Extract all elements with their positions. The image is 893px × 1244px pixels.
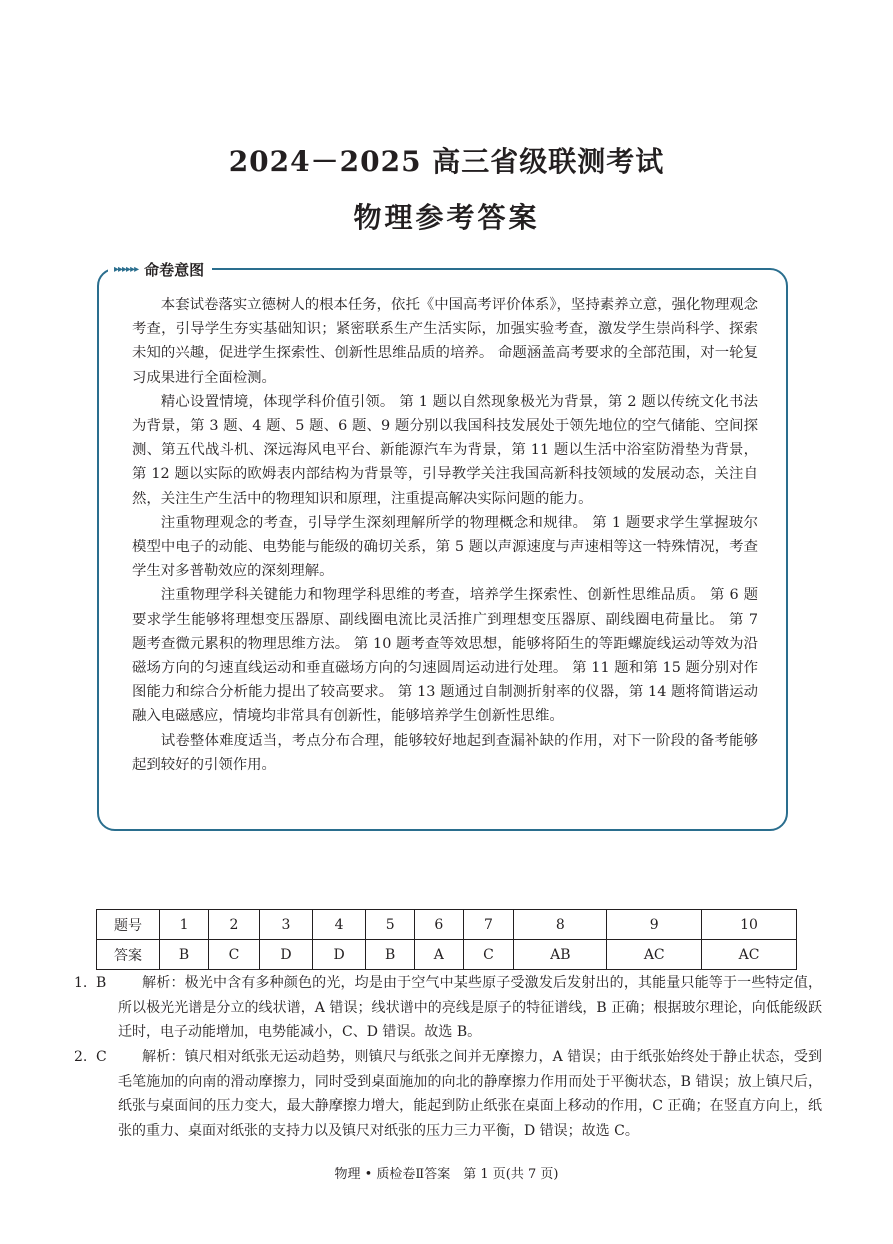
intent-paragraph: 注重物理学科关键能力和物理学科思维的考查，培养学生探索性、创新性思维品质。 第 6 题要求学生能够将理想变压器原、副线圈电流比灵活推广到理想变压器原、副线圈电荷量比。 第 7 题考查微元累积的物理思维方法。 第 10 题考查等效思想，能够将陌生的等距螺旋线运动等效为沿磁场方向的匀速直线运动和垂直磁场方向的匀速圆周运动进行处理。 第 11 题和第 15 题分别对作图能力和综合分析能力提出了较高要求。 第 13 题通过自制测折射率的仪器，第 14 题将简谐运动融入电磁感应，情境均非常具有创新性，能够培养学生创新性思维。 [132,587,758,725]
question-number-row [97,910,797,940]
answer-table [96,909,797,970]
answer-cell: AC [702,940,797,970]
question-number-cell: 3 [259,910,312,940]
question-number: 1. [74,975,88,991]
page-subtitle: 物理参考答案 [353,201,540,234]
answer-cell: C [463,940,514,970]
intent-paragraph: 注重物理观念的考查，引导学生深刻理解所学的物理概念和规律。 第 1 题要求学生掌握玻尔模型中电子的动能、电势能与能级的确切关系，第 5 题以声源速度与声速相等这一特殊情况，考查学生对多普勒效应的深刻理解。 [132,514,758,580]
intent-header [108,258,212,280]
question-number-cell: 9 [607,910,702,940]
question-number-label: 题号 [97,910,160,940]
explanation-text: 解析：极光中含有多种颜色的光，均是由于空气中某些原子受激发后发射出的，其能量只能等于一些特定值，所以极光光谱是分立的线状谱，A 错误；线状谱中的亮线是原子的特征谱线，B 正确；根据玻尔理论，向低能级跃迁时，电子动能增加，电势能减小，C、D 错误。故选 B。 [118,975,822,1040]
answer-cell: D [259,940,312,970]
intent-paragraph: 试卷整体难度适当，考点分布合理，能够较好地起到查漏补缺的作用，对下一阶段的备考能够起到较好的引领作用。 [132,732,758,773]
answer-label: 答案 [97,940,160,970]
answer-cell: AB [514,940,607,970]
explanation-1 [74,971,822,1045]
question-number-cell: 4 [313,910,366,940]
answer-cell: AC [607,940,702,970]
answer-cell: D [313,940,366,970]
intent-paragraph: 本套试卷落实立德树人的根本任务，依托《中国高考评价体系》，坚持素养立意，强化物理观念考查，引导学生夯实基础知识；紧密联系生产生活实际，加强实验考查，激发学生崇尚科学、探索未知的兴趣，促进学生探索性、创新性思维品质的培养。 命题涵盖高考要求的全部范围，对一轮复习成果进行全面检测。 [132,297,759,386]
answer-cell: C [209,940,260,970]
answer-cell: A [415,940,463,970]
arrow-dots-icon: ▸▸▸▸▸▸ [114,263,139,275]
intent-body [132,293,758,777]
answer-cell: B [366,940,415,970]
page-footer: 物理 • 质检卷Ⅱ答案 第 1 页(共 7 页) [334,1167,559,1182]
question-number-cell: 5 [366,910,415,940]
explanation-text: 解析：镇尺相对纸张无运动趋势，则镇尺与纸张之间并无摩擦力，A 错误；由于纸张始终处于静止状态，受到毛笔施加的向南的滑动摩擦力，同时受到桌面施加的向北的静摩擦力作用而处于平衡状态，B 错误；放上镇尺后，纸张与桌面间的压力变大，最大静摩擦力增大，能起到防止纸张在桌面上移动的作用，C 正确；在竖直方向上，纸张的重力、桌面对纸张的支持力以及镇尺对纸张的压力三力平衡，D 错误；故选 C。 [118,1049,822,1139]
question-number-cell: 10 [702,910,797,940]
question-number-cell: 7 [463,910,514,940]
intent-paragraph: 精心设置情境，体现学科价值引领。 第 1 题以自然现象极光为背景，第 2 题以传统文化书法为背景，第 3 题、4 题、5 题、6 题、9 题分别以我国科技发展处于领先地位的空气储能、空间探测、第五代战斗机、深远海风电平台、新能源汽车为背景，第 11 题以生活中浴室防滑垫为背景，第 12 题以实际的欧姆表内部结构为背景等，引导教学关注我国高新科技领域的发展动态，关注自然，关注生产生活中的物理知识和原理，注重提高解决实际问题的能力。 [132,393,758,507]
intent-heading: 命卷意图 [144,260,205,279]
question-number-cell: 1 [160,910,209,940]
question-number-cell: 8 [514,910,607,940]
page-title: 2024－2025 高三省级联测考试 [228,145,665,178]
answer-row [97,940,797,970]
question-number: 2. [74,1049,88,1065]
question-answer: B [96,975,107,991]
explanation-2 [74,1045,822,1143]
question-number-cell: 2 [209,910,260,940]
answer-cell: B [160,940,209,970]
question-answer: C [96,1049,107,1065]
question-number-cell: 6 [415,910,463,940]
